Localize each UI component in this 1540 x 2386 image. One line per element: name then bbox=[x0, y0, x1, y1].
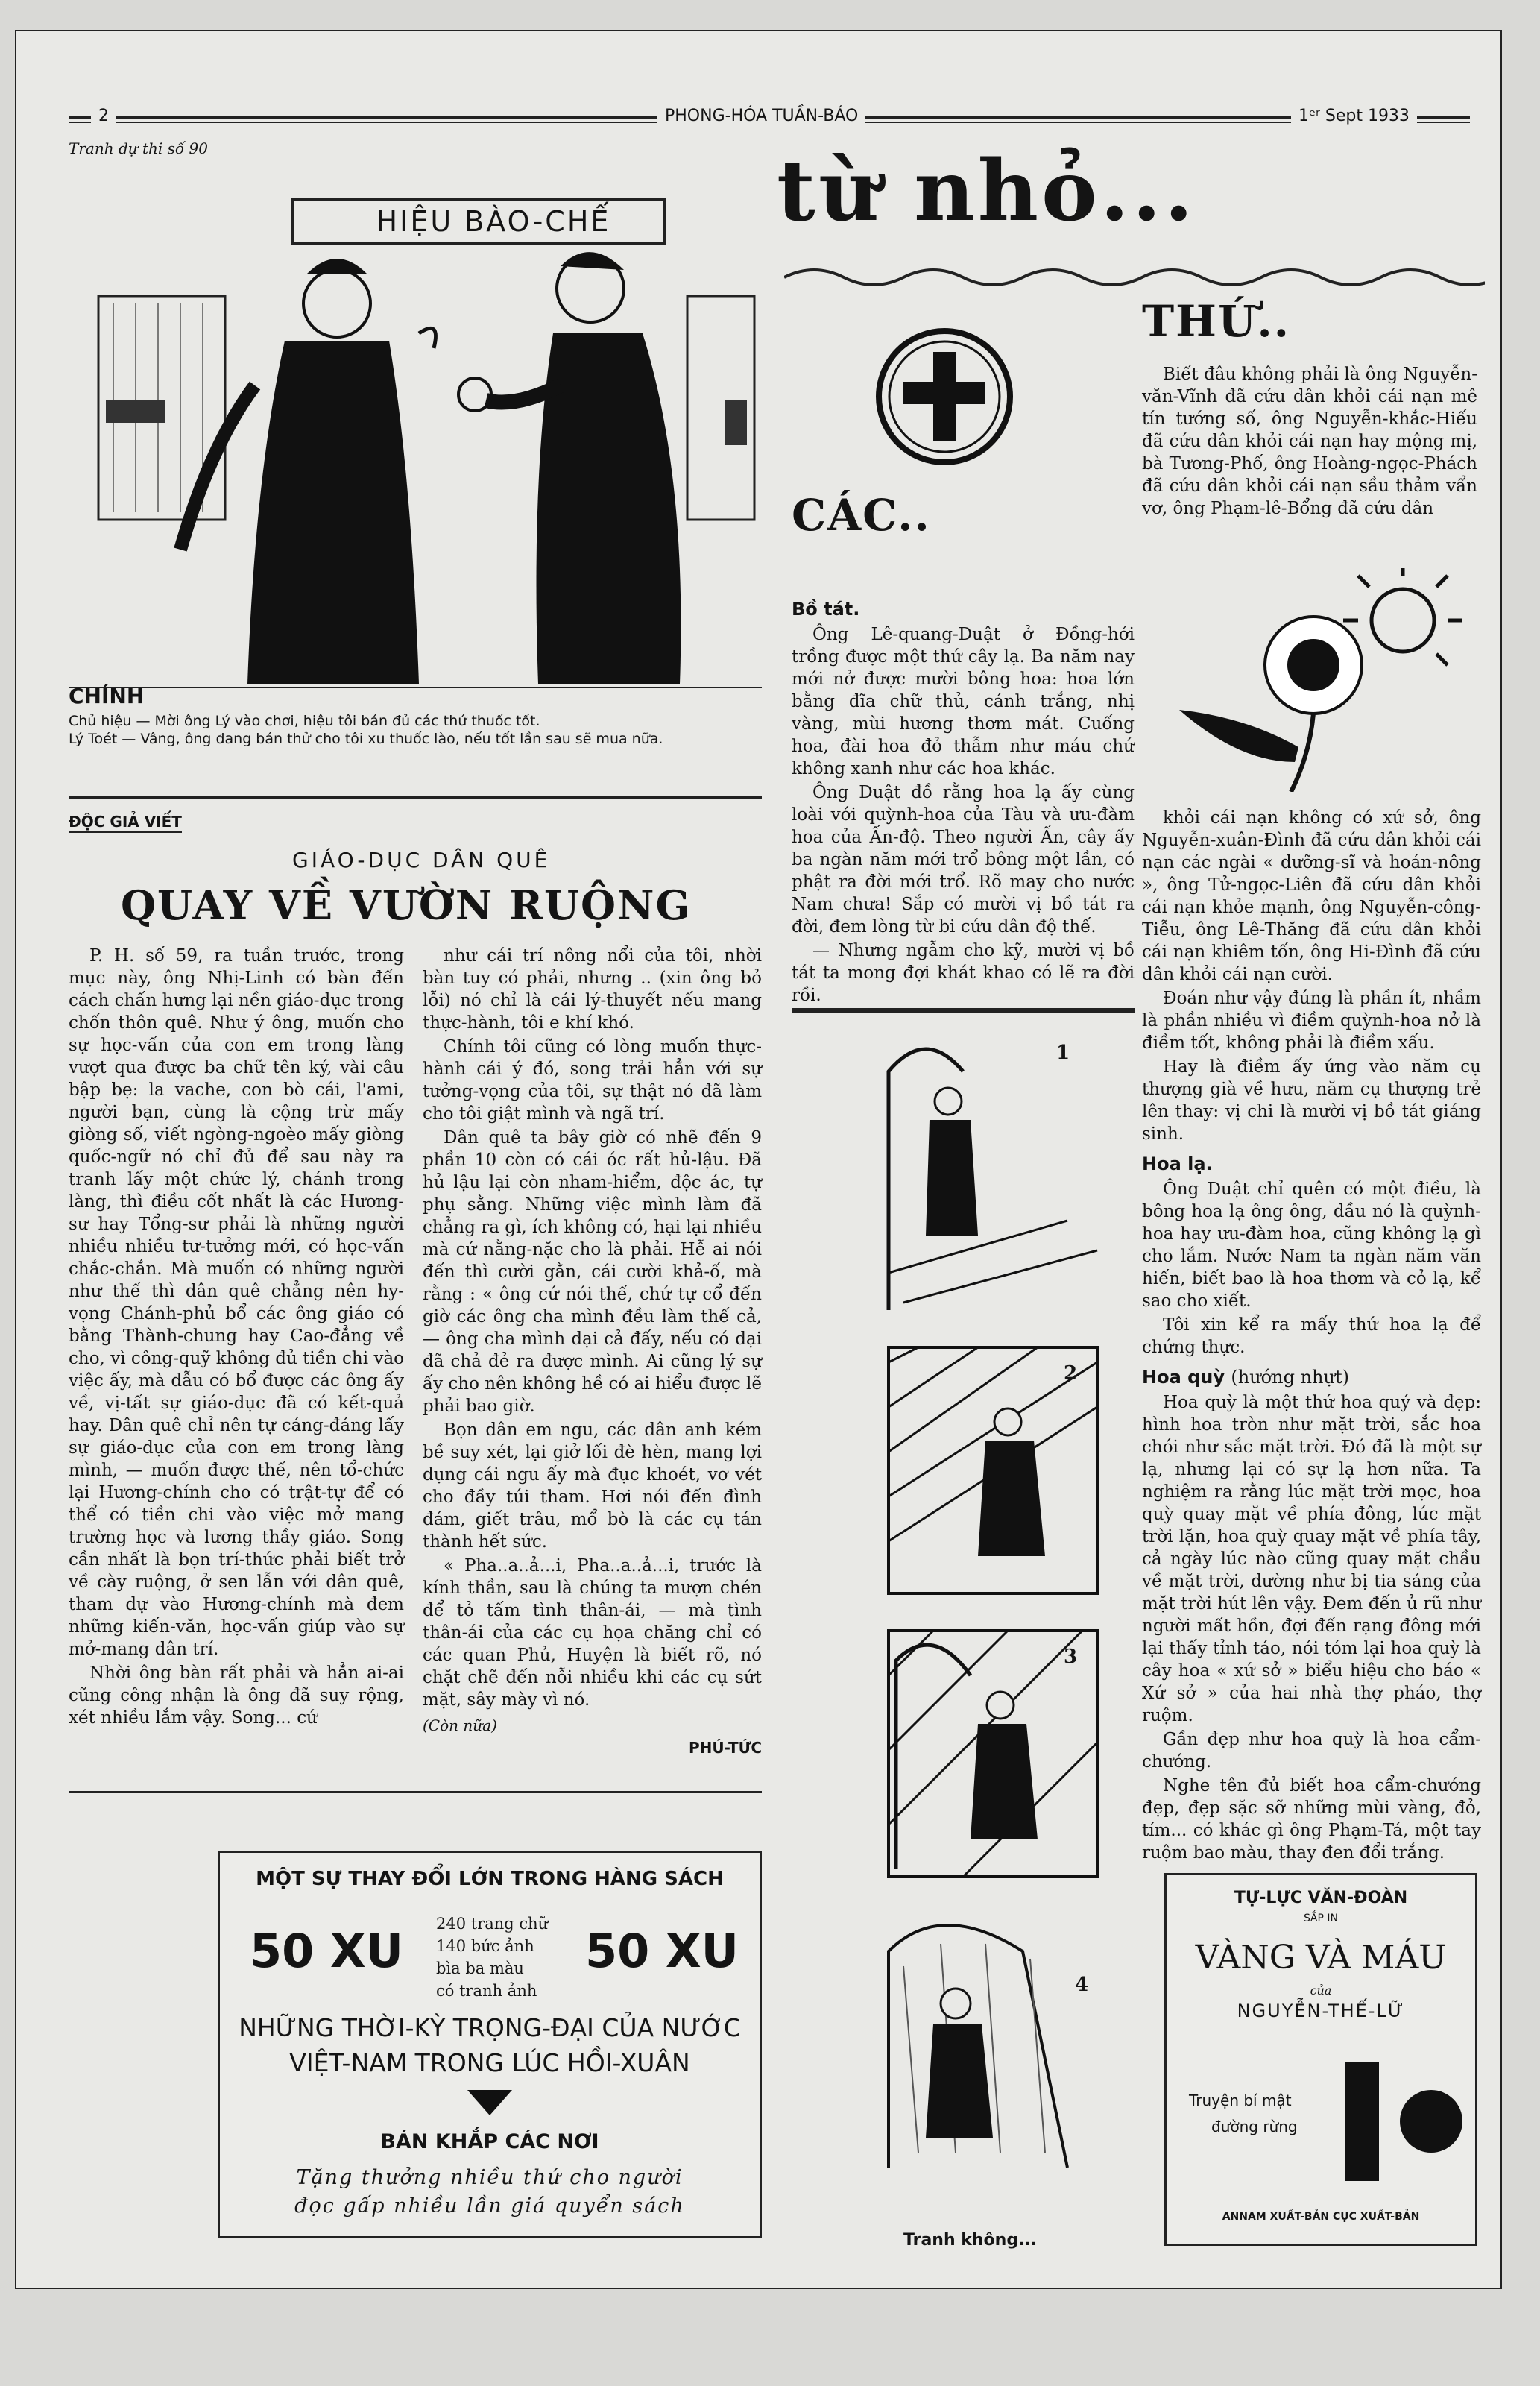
wavy-rule bbox=[784, 262, 1485, 292]
feature-paragraph: Ông Duật chỉ quên có một điều, là bông hoa lạ ông ông, dầu nó là quỳnh-hoa hay ưu-đàm hoa, cũng không lạ gì cho lắm. Nước Nam ta ngàn năm văn hiến, biết bao là hoa thơm và cỏ lạ, kể sao cho xiết. bbox=[1142, 1180, 1481, 1311]
section-label: ĐỘC GIẢ VIẾT bbox=[69, 813, 182, 833]
ad-spec: 240 trang chữ bbox=[436, 1915, 549, 1933]
ad-book-author: NGUYỄN-THẾ-LỮ bbox=[1237, 2001, 1405, 2021]
essay-author: PHÚ-TỨC bbox=[688, 1739, 762, 1757]
ad-sales-note: BÁN KHẮP CÁC NƠI bbox=[380, 2130, 599, 2153]
panel-number: 1 bbox=[1056, 1042, 1070, 1064]
ad-of: của bbox=[1310, 1983, 1332, 1998]
book-advertisement bbox=[218, 1851, 762, 2238]
ad-price-right: 50 XU bbox=[585, 1924, 739, 1978]
sunflower-illustration bbox=[1149, 568, 1485, 792]
ad-genre-1: Truyện bí mật bbox=[1189, 2091, 1292, 2109]
feature-paragraph: — Nhưng ngẫm cho kỹ, mười vị bồ tát ta mong đợi khát khao có lẽ ra đời rồi. bbox=[792, 941, 1135, 1005]
ad-slogan-2: đọc gấp nhiều lần giá quyển sách bbox=[294, 2194, 685, 2217]
ad-spec: bìa ba màu bbox=[436, 1960, 524, 1977]
feature-paragraph: Gần đẹp như hoa quỳ là hoa cẩm-chướng. bbox=[1142, 1730, 1481, 1772]
ad-specs bbox=[436, 1913, 563, 2002]
feature-paragraph: Hay là điềm ấy ứng vào năm cụ thượng già về hưu, năm cụ thượng trẻ lên thay: vị chi là mười vị bồ tát giáng sinh. bbox=[1142, 1057, 1481, 1144]
ad-spec: có tranh ảnh bbox=[436, 1982, 537, 2000]
essay-column-2 bbox=[423, 945, 762, 1759]
publication-name: PHONG-HÓA TUẦN-BÁO bbox=[657, 107, 865, 125]
essay-paragraph: Nhời ông bàn rất phải và hẳn ai-ai cũng công nhận là ông đã suy rộng, xét nhiều lắm vậy. Song... cứ bbox=[69, 1663, 404, 1728]
essay-kicker: GIÁO-DỤC DÂN QUÊ bbox=[292, 848, 551, 872]
feature-paragraph: Hoa quỳ là một thứ hoa quý và đẹp: hình hoa tròn như mặt trời, sắc hoa chói như sắc mặt trời. Đó đã là một sự lạ, nhưng lại có sự lạ hơn nữa. Ta nghiệm ra rằng lúc mặt trời mọc, hoa quỳ quay mặt về phía đông, lúc mặt trời lặn, hoa quỳ quay mặt về phía tây, cả ngày lúc nào cũng quay mặt chầu về mặt trời, dường như bị tia sáng của mặt trời hút lên vậy. Đem đến ủ rũ như người mất hồn, đợi đến rạng đông mới lại thấy tỉnh táo, nói tóm lại hoa quỳ là cây hoa « xứ sở » biểu hiệu cho báo « Xứ sở » của hai nhà thợ pháo, thợ ruộm. bbox=[1142, 1393, 1481, 1725]
page-number: 2 bbox=[91, 107, 116, 125]
feature-title-small: CÁC.. bbox=[792, 490, 931, 541]
book-emblem-icon bbox=[1338, 2054, 1465, 2188]
feature-title-mid: THỨ.. bbox=[1142, 296, 1290, 347]
ad-price-left: 50 XU bbox=[250, 1924, 404, 1978]
feature-paragraph: Biết đâu không phải là ông Nguyễn-văn-Vĩnh đã cứu dân khỏi cái nạn mê tín tướng số, ông Nguyễn-khắc-Hiếu đã cứu dân khỏi cái nạn hay mộng mị, bà Tương-Phố, ông Hoàng-ngọc-Phách đã cứu dân khỏi cái nạn sầu thảm vẩn vơ, ông Phạm-lê-Bổng đã cứu dân bbox=[1142, 365, 1477, 518]
cartoon-dialogue bbox=[69, 712, 762, 748]
pharmacy-sign: HIỆU BÀO-CHẾ bbox=[376, 205, 611, 238]
essay-paragraph: Bọn dân em ngu, các dân anh kém bề suy xét, lại giở lối đè hèn, mang lợi dụng cái ngu ấy mà đục khoét, vơ vét cho đầy túi tham. Hơi nói đến đình đám, giết trâu, mổ bò là các cụ tán thành hết sức. bbox=[423, 1420, 762, 1552]
feature-subhead-text: Hoa quỳ bbox=[1142, 1367, 1225, 1388]
essay-column-1 bbox=[69, 945, 404, 1731]
essay-paragraph: Dân quê ta bây giờ có nhẽ đến 9 phần 10 còn có cái óc rất hủ-lậu. Đã hủ lậu lại còn nham-hiểm, độc ác, tự phụ sằng. Những việc mình làm đã chẳng ra gì, ích không có, hại lại nhiều mà cứ nằng-nặc cho là phải. Hễ ai nói đến thì cười gằn, cái cười khả-ố, mà rằng : « ông cứ nói thế, chứ tự cổ đến giờ các ông cha mình đều làm thế cả, — ông cha mình dại cả đấy, nếu có dại đã chả đẻ ra được mình. Ai cũng lý sự ấy cho nên không hề có ai hiểu được lẽ phải bao giờ. bbox=[423, 1128, 763, 1416]
issue-date: 1ᵉʳ Sept 1933 bbox=[1291, 107, 1417, 125]
feature-paragraph: Đoán như vậy đúng là phần ít, nhầm là phần nhiều vì điềm quỳnh-hoa nở là điềm tốt, không phải là điềm xấu. bbox=[1142, 989, 1481, 1053]
ad-book-title: VÀNG VÀ MÁU bbox=[1195, 1939, 1447, 1977]
feature-title-main: từ nhỏ... bbox=[777, 142, 1196, 240]
comic-panels bbox=[874, 1034, 1127, 2220]
feature-column-middle bbox=[792, 591, 1135, 1008]
divider bbox=[69, 1791, 762, 1793]
ad-headline: MỘT SỰ THAY ĐỔI LỚN TRONG HÀNG SÁCH bbox=[256, 1868, 724, 1890]
feature-paragraph: khỏi cái nạn không có xứ sở, ông Nguyễn-xuân-Đình đã cứu dân khỏi cái nạn các ngài « dưỡng-sĩ và hoán-nông », ông Tử-ngọc-Liên đã cứu dân khỏi cái nạn khỏe mạnh, ông Nguyễn-công-Tiễu, ông Lê-Thăng đã cứu dân khỏi cái nạn khiêm tốn, ông Hi-Đình đã cứu dân khỏi cái nạn cười. bbox=[1142, 808, 1481, 984]
essay-paragraph: như cái trí nông nổi của tôi, nhời bàn tuy có phải, nhưng .. (xin ông bỏ lỗi) nó chỉ là cái lý-thuyết nếu mang thực-hành, tôi e khí khó. bbox=[423, 946, 762, 1033]
panel-number: 4 bbox=[1075, 1974, 1089, 1996]
newspaper-page bbox=[15, 30, 1502, 2289]
essay-paragraph: « Pha..a..ả...i, Pha..a..ả...i, trước là kính thần, sau là chúng ta mượn chén để tỏ tấm tình thân-ái, — mà tình thân-ái của các cụ họa chăng chỉ có các quan Phủ, Huyện là biết rõ, nó chặt chẽ đến nỗi nhiều khi các cụ sứt mặt, sây mày vì nó. bbox=[423, 1556, 762, 1710]
page-header bbox=[69, 102, 1470, 132]
panel-number: 3 bbox=[1064, 1646, 1078, 1668]
dialogue-ly-toet: Lý Toét — Vâng, ông đang bán thử cho tôi xu thuốc lào, nếu tốt lần sau sẽ mua nữa. bbox=[69, 731, 663, 747]
feature-paragraph: Tôi xin kể ra mấy thứ hoa lạ để chứng thực. bbox=[1142, 1315, 1481, 1357]
panel-number: 2 bbox=[1064, 1362, 1078, 1385]
divider bbox=[792, 1008, 1135, 1013]
feature-subhead-note: (hướng nhựt) bbox=[1231, 1367, 1349, 1388]
ad-imprint: ANNAM XUẤT-BẢN CỤC XUẤT-BẢN bbox=[1222, 2211, 1420, 2223]
dialogue-shopkeeper: Chủ hiệu — Mời ông Lý vào chơi, hiệu tôi bán đủ các thứ thuốc tốt. bbox=[69, 713, 540, 729]
feature-column-right bbox=[1142, 807, 1481, 1866]
ad-book-title-2: VIỆT-NAM TRONG LÚC HỒI-XUÂN bbox=[289, 2048, 690, 2077]
feature-intro bbox=[1142, 363, 1477, 521]
feature-subhead: Hoa lạ. bbox=[1142, 1153, 1213, 1174]
ad-book-title-1: NHỮNG THỜI-KỲ TRỌNG-ĐẠI CỦA NƯỚC bbox=[239, 2013, 741, 2042]
essay-paragraph: P. H. số 59, ra tuần trước, trong mục này, ông Nhị-Linh có bàn đến cách chấn hưng lại nền giáo-dục trong chốn thôn quê. Như ý ông, muốn cho sự học-vấn của con em trong làng vượt qua được ba chữ tên ký, vài câu bập bẹ: la vache, con bò cái, l'ami, người bạn, cùng là cộng trừ mấy giòng số, viết ngòng-ngoèo mấy giòng quốc-ngữ nó chỉ đủ để sau này ra tranh lấy một chức lý, chánh trong làng, thì điều cốt nhất là các Hương-sư hay Tổng-sư phải là những người nhiều nhiều tư-tưởng mới, có học-vấn chắc-chắn. Mà muốn có những người như thế thì dân quê chẳng nên hy-vọng Chánh-phủ bổ các ông giáo có bằng Thành-chung hay Cao-đẳng về cho, vì công-quỹ không đủ tiền chi vào việc ấy, mà dẫu có bổ được các ông ấy về, vị-tất sự giáo-dục đã có kết-quả hay. Dân quê chỉ nên tự cáng-đáng lấy sự giáo-dục của con em trong làng mình, — muốn được thế, nên tổ-chức lại Hương-chính cho có trật-tự để có thể có tiền chi vào việc mở mang trường học và lương thầy giáo. Song cần nhất là bọn trí-thức phải biết trở về cày ruộng, ở sen lẫn với dân quê, tham dự vào Hương-chính mà đem những kiến-văn, học-vấn giúp vào sự mở-mang dân trí. bbox=[69, 946, 404, 1659]
ad-spec: 140 bức ảnh bbox=[436, 1937, 534, 1955]
feature-subhead bbox=[1142, 1366, 1481, 1388]
ad-publisher: TỰ-LỰC VĂN-ĐOÀN bbox=[1234, 1889, 1408, 1907]
comic-caption: Tranh không... bbox=[903, 2231, 1038, 2250]
ad-genre-2: đường rừng bbox=[1211, 2118, 1298, 2135]
cartoon-contest-caption: Tranh dự thi số 90 bbox=[69, 139, 208, 157]
feature-subhead: Bồ tát. bbox=[792, 599, 860, 620]
feature-paragraph: Ông Lê-quang-Duật ở Đồng-hới trồng được một thứ cây lạ. Ba năm nay mới nở được mười bông hoa: hoa lớn bằng đĩa chữ thủ, cánh trắng, nhị vàng, mùi hương thơm mát. Cuống hoa, đài hoa đỏ thẫm như máu chứ không xanh như các hoa khác. bbox=[792, 625, 1135, 778]
essay-section bbox=[69, 807, 762, 1798]
cartoon-artist-signature: CHÍNH bbox=[69, 684, 145, 708]
ad-slogan-1: Tặng thưởng nhiều thứ cho người bbox=[296, 2166, 684, 2189]
continued-note: (Còn nữa) bbox=[423, 1716, 497, 1734]
down-arrow-icon bbox=[467, 2090, 512, 2115]
comic-strip bbox=[874, 1034, 1127, 2257]
publisher-advertisement bbox=[1164, 1873, 1477, 2246]
divider bbox=[69, 796, 762, 799]
cartoon-drawing bbox=[69, 162, 762, 714]
essay-paragraph: Chính tôi cũng có lòng muốn thực-hành cái ý đó, song trải hẳn với sự tưởng-vọng của tôi, sự thật nó đã làm cho tôi giật mình và ngã trí. bbox=[423, 1037, 762, 1124]
cross-emblem-icon bbox=[874, 326, 1015, 468]
ad-coming-soon: SẮP IN bbox=[1304, 1913, 1338, 1924]
main-cartoon bbox=[69, 139, 762, 788]
essay-title: QUAY VỀ VƯỜN RUỘNG bbox=[121, 881, 692, 929]
feature-paragraph: Ông Duật đồ rằng hoa lạ ấy cùng loài với quỳnh-hoa của Tàu và ưu-đàm hoa của Ấn-độ. Theo người Ấn, cây ấy ba ngàn năm mới trổ bông một lần, có phật ra đời mới trổ. Rõ may cho nước Nam chưa! Sắp có mười vị bồ tát ra đời, đem lòng từ bi cứu dân độ thế. bbox=[792, 783, 1135, 937]
feature-paragraph: Nghe tên đủ biết hoa cẩm-chướng đẹp, đẹp sặc sỡ những mùi vàng, đỏ, tím... có khác gì ông Phạm-Tá, một tay ruộm bao màu, thay đen đổi trắng. bbox=[1142, 1776, 1481, 1863]
